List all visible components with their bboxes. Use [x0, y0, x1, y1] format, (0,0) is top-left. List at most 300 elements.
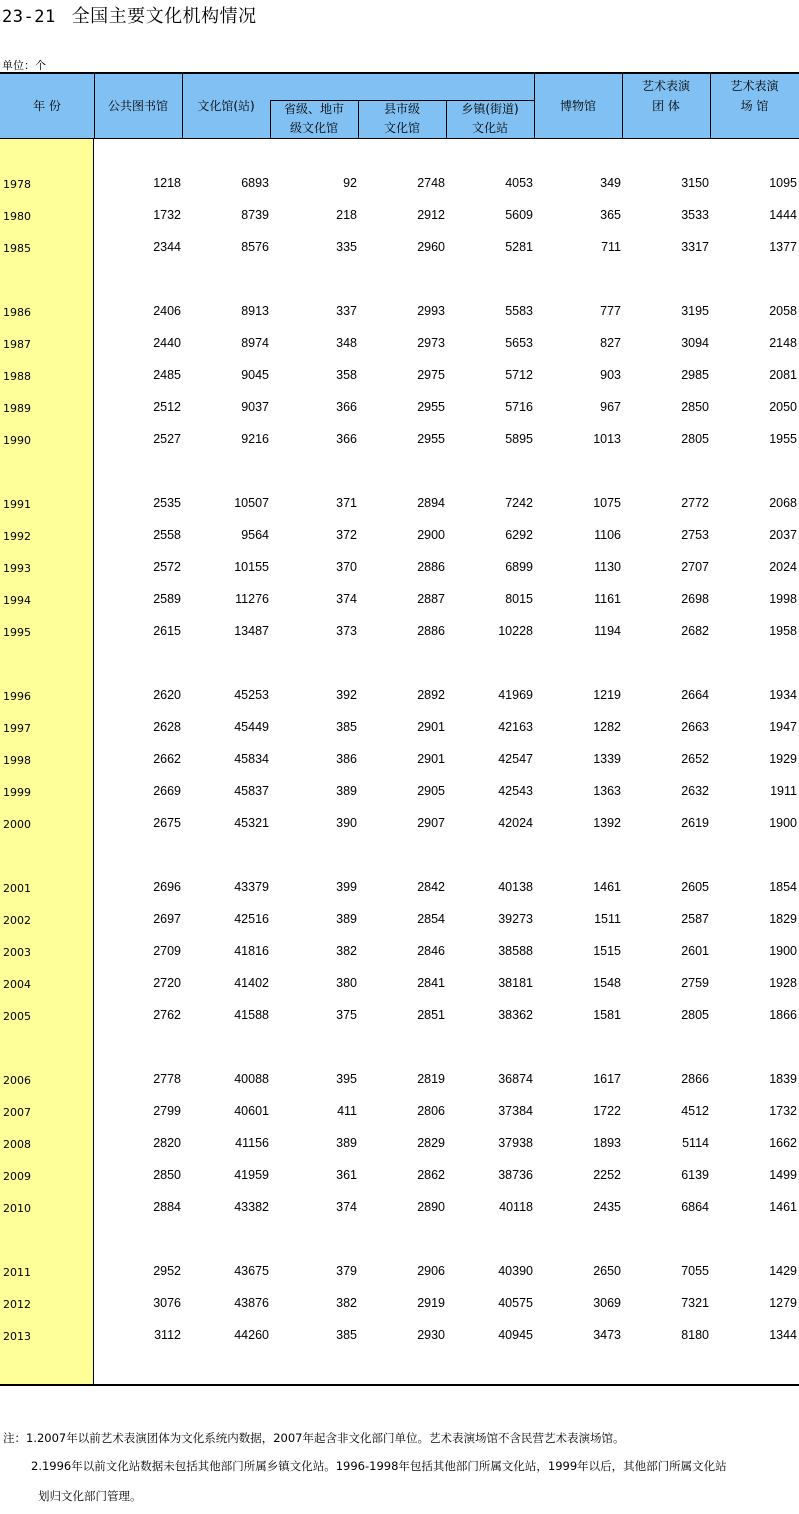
row-value: 348 [336, 336, 357, 350]
row-value: 43379 [234, 880, 269, 894]
row-year: 1991 [3, 498, 31, 511]
table-title: 全国主要文化机构情况 [71, 6, 257, 27]
row-value: 2707 [681, 560, 709, 574]
row-value: 5653 [505, 336, 533, 350]
table-row [0, 336, 799, 354]
row-value: 2886 [417, 624, 445, 638]
row-value: 41969 [498, 688, 533, 702]
row-year: 2001 [3, 882, 31, 895]
row-value: 2720 [153, 976, 181, 990]
row-value: 365 [600, 208, 621, 222]
row-value: 2955 [417, 400, 445, 414]
row-value: 2698 [681, 592, 709, 606]
row-value: 1722 [593, 1104, 621, 1118]
row-value: 2440 [153, 336, 181, 350]
row-value: 39273 [498, 912, 533, 926]
table-row [0, 1008, 799, 1026]
row-value: 1339 [593, 752, 621, 766]
row-value: 7055 [681, 1264, 709, 1278]
row-value: 372 [336, 528, 357, 542]
row-value: 38736 [498, 1168, 533, 1182]
row-value: 2024 [769, 560, 797, 574]
row-value: 370 [336, 560, 357, 574]
header-provincial-line1: 省级、地市 [283, 102, 344, 116]
row-value: 777 [600, 304, 621, 318]
row-value: 903 [600, 368, 621, 382]
row-value: 6893 [241, 176, 269, 190]
row-value: 2907 [417, 816, 445, 830]
row-value: 2930 [417, 1328, 445, 1342]
row-value: 2527 [153, 432, 181, 446]
row-value: 1130 [594, 560, 621, 574]
row-value: 2709 [153, 944, 181, 958]
row-year: 1985 [3, 242, 31, 255]
row-value: 5895 [505, 432, 533, 446]
row-value: 1911 [770, 784, 797, 798]
row-value: 2696 [153, 880, 181, 894]
table-row [0, 528, 799, 546]
table-header [0, 72, 799, 139]
row-year: 1980 [3, 210, 31, 223]
row-value: 41402 [234, 976, 269, 990]
row-value: 2905 [417, 784, 445, 798]
row-value: 2037 [769, 528, 797, 542]
row-value: 2669 [153, 784, 181, 798]
row-value: 45837 [234, 784, 269, 798]
row-value: 2652 [681, 752, 709, 766]
row-value: 2842 [417, 880, 445, 894]
row-value: 3473 [593, 1328, 621, 1342]
row-year: 2012 [3, 1298, 31, 1311]
row-value: 2632 [681, 784, 709, 798]
row-value: 6899 [505, 560, 533, 574]
row-value: 2850 [681, 400, 709, 414]
row-value: 389 [336, 784, 357, 798]
row-value: 8015 [505, 592, 533, 606]
row-value: 11276 [235, 592, 269, 606]
row-year: 2013 [3, 1330, 31, 1343]
row-value: 218 [336, 208, 357, 222]
row-value: 2884 [153, 1200, 181, 1214]
row-value: 2535 [153, 496, 181, 510]
row-value: 386 [336, 752, 357, 766]
row-value: 42547 [498, 752, 533, 766]
table-row [0, 368, 799, 386]
row-year: 2002 [3, 914, 31, 927]
row-value: 42543 [498, 784, 533, 798]
row-value: 385 [336, 1328, 357, 1342]
row-value: 5281 [505, 240, 533, 254]
row-value: 5609 [505, 208, 533, 222]
header-venue-line2: 场 馆 [740, 99, 769, 113]
header-township-line1: 乡镇(街道) [461, 102, 519, 116]
table-row [0, 176, 799, 194]
row-value: 42024 [498, 816, 533, 830]
row-value: 5583 [505, 304, 533, 318]
row-value: 42163 [498, 720, 533, 734]
row-value: 2973 [417, 336, 445, 350]
row-year: 1998 [3, 754, 31, 767]
row-value: 2846 [417, 944, 445, 958]
table-row [0, 304, 799, 322]
row-value: 2887 [417, 592, 445, 606]
table-row [0, 1264, 799, 1282]
row-value: 711 [601, 240, 621, 254]
footnote-2: 2.1996年以前文化站数据未包括其他部门所属乡镇文化站。1996-1998年包括其他部门所属文化站，1999年以后，其他部门所属文化站 [31, 1459, 727, 1473]
row-value: 366 [336, 400, 357, 414]
header-county-line1: 县市级 [383, 102, 420, 116]
row-value: 7321 [681, 1296, 709, 1310]
table-row [0, 400, 799, 418]
row-value: 1581 [593, 1008, 621, 1022]
row-value: 8576 [241, 240, 269, 254]
row-value: 1282 [593, 720, 621, 734]
row-value: 2406 [153, 304, 181, 318]
row-value: 2820 [153, 1136, 181, 1150]
row-value: 2799 [153, 1104, 181, 1118]
row-value: 2772 [681, 496, 709, 510]
table-row [0, 1200, 799, 1218]
row-value: 1839 [769, 1072, 797, 1086]
row-value: 9045 [241, 368, 269, 382]
header-troupe-line1: 艺术表演 [641, 79, 690, 93]
row-value: 1934 [769, 688, 797, 702]
row-value: 389 [336, 912, 357, 926]
row-year: 2010 [3, 1202, 31, 1215]
unit-label: 单位：个 [2, 59, 46, 72]
row-value: 2805 [681, 432, 709, 446]
row-value: 2068 [769, 496, 797, 510]
table-number: 23-21 [2, 7, 56, 27]
row-value: 40088 [234, 1072, 269, 1086]
row-value: 10228 [498, 624, 533, 638]
row-value: 371 [336, 496, 357, 510]
row-value: 43876 [234, 1296, 269, 1310]
row-value: 375 [336, 1008, 357, 1022]
table-row [0, 880, 799, 898]
row-value: 5114 [682, 1136, 709, 1150]
table-row [0, 592, 799, 610]
row-value: 1732 [769, 1104, 797, 1118]
row-value: 1515 [593, 944, 621, 958]
table-row [0, 240, 799, 258]
row-value: 1429 [769, 1264, 797, 1278]
row-value: 1363 [593, 784, 621, 798]
row-value: 1444 [769, 208, 797, 222]
row-value: 1377 [769, 240, 797, 254]
row-value: 40118 [499, 1200, 533, 1214]
header-township-line2: 文化站 [471, 121, 508, 135]
row-value: 1998 [769, 592, 797, 606]
row-value: 3112 [154, 1328, 181, 1342]
row-year: 2006 [3, 1074, 31, 1087]
row-value: 40390 [498, 1264, 533, 1278]
row-value: 1662 [769, 1136, 797, 1150]
table-row [0, 1136, 799, 1154]
table-row [0, 944, 799, 962]
table-row [0, 560, 799, 578]
row-value: 2628 [153, 720, 181, 734]
row-value: 6292 [505, 528, 533, 542]
header-museum: 博物馆 [559, 99, 596, 113]
row-value: 2854 [417, 912, 445, 926]
row-value: 379 [336, 1264, 357, 1278]
row-value: 45449 [234, 720, 269, 734]
row-value: 361 [336, 1168, 357, 1182]
row-value: 37938 [498, 1136, 533, 1150]
row-value: 1548 [593, 976, 621, 990]
header-troupe-line2: 团 体 [652, 99, 680, 113]
row-value: 41816 [234, 944, 269, 958]
row-value: 2975 [417, 368, 445, 382]
table-row [0, 624, 799, 642]
table-row [0, 1072, 799, 1090]
row-value: 40945 [498, 1328, 533, 1342]
row-value: 44260 [234, 1328, 269, 1342]
row-year: 2008 [3, 1138, 31, 1151]
row-value: 1219 [593, 688, 621, 702]
row-value: 2620 [153, 688, 181, 702]
row-value: 1392 [593, 816, 621, 830]
row-value: 2901 [417, 720, 445, 734]
row-year: 1986 [3, 306, 31, 319]
row-value: 1928 [769, 976, 797, 990]
row-value: 4053 [505, 176, 533, 190]
row-value: 385 [336, 720, 357, 734]
row-value: 3094 [681, 336, 709, 350]
row-value: 2675 [153, 816, 181, 830]
row-value: 1511 [594, 912, 621, 926]
footnote-1: 注：1.2007年以前艺术表演团体为文化系统内数据，2007年起含非文化部门单位。艺术表演场馆不含民营艺术表演场馆。 [3, 1431, 625, 1445]
table-row [0, 816, 799, 834]
header-library: 公共图书馆 [107, 99, 168, 113]
row-value: 41959 [234, 1168, 269, 1182]
row-value: 366 [336, 432, 357, 446]
row-value: 2819 [417, 1072, 445, 1086]
row-value: 9216 [241, 432, 269, 446]
row-value: 9037 [241, 400, 269, 414]
row-value: 2829 [417, 1136, 445, 1150]
row-value: 1499 [769, 1168, 797, 1182]
row-value: 1900 [769, 816, 797, 830]
row-value: 2993 [417, 304, 445, 318]
row-year: 2007 [3, 1106, 31, 1119]
row-value: 92 [343, 176, 357, 190]
row-value: 43675 [234, 1264, 269, 1278]
row-value: 2435 [593, 1200, 621, 1214]
row-value: 40601 [234, 1104, 269, 1118]
row-value: 358 [336, 368, 357, 382]
row-value: 337 [336, 304, 357, 318]
row-value: 2748 [417, 176, 445, 190]
row-value: 411 [337, 1104, 357, 1118]
row-value: 2650 [593, 1264, 621, 1278]
row-value: 2985 [681, 368, 709, 382]
row-value: 3150 [681, 176, 709, 190]
row-value: 373 [336, 624, 357, 638]
row-value: 42516 [234, 912, 269, 926]
row-value: 2901 [417, 752, 445, 766]
row-value: 2512 [153, 400, 181, 414]
table-row [0, 1168, 799, 1186]
row-value: 2619 [681, 816, 709, 830]
row-value: 2572 [153, 560, 181, 574]
row-value: 2753 [681, 528, 709, 542]
header-cultural-center: 文化馆(站) [197, 99, 255, 113]
row-value: 1013 [593, 432, 621, 446]
row-value: 382 [336, 944, 357, 958]
row-value: 45253 [234, 688, 269, 702]
row-value: 8974 [241, 336, 269, 350]
row-value: 2866 [681, 1072, 709, 1086]
row-value: 36874 [498, 1072, 533, 1086]
row-value: 1095 [769, 176, 797, 190]
row-value: 8180 [681, 1328, 709, 1342]
row-value: 2081 [769, 368, 797, 382]
row-value: 2886 [417, 560, 445, 574]
row-value: 13487 [234, 624, 269, 638]
row-year: 2005 [3, 1010, 31, 1023]
table-row [0, 720, 799, 738]
row-value: 2890 [417, 1200, 445, 1214]
table-row [0, 688, 799, 706]
table-row [0, 1296, 799, 1314]
row-value: 2841 [417, 976, 445, 990]
row-value: 45834 [234, 752, 269, 766]
row-value: 2900 [417, 528, 445, 542]
row-year: 1995 [3, 626, 31, 639]
row-value: 2778 [153, 1072, 181, 1086]
row-year: 1988 [3, 370, 31, 383]
row-value: 2663 [681, 720, 709, 734]
row-value: 2605 [681, 880, 709, 894]
row-value: 5712 [505, 368, 533, 382]
table-row [0, 1328, 799, 1346]
row-year: 1993 [3, 562, 31, 575]
row-year: 2011 [3, 1266, 31, 1279]
row-year: 1996 [3, 690, 31, 703]
row-value: 7242 [505, 496, 533, 510]
row-value: 1279 [769, 1296, 797, 1310]
row-value: 1461 [593, 880, 621, 894]
row-value: 6864 [681, 1200, 709, 1214]
row-year: 1999 [3, 786, 31, 799]
row-value: 10507 [234, 496, 269, 510]
row-value: 9564 [241, 528, 269, 542]
row-value: 1947 [769, 720, 797, 734]
row-value: 40138 [498, 880, 533, 894]
row-value: 2058 [769, 304, 797, 318]
header-provincial-line2: 级文化馆 [289, 121, 338, 135]
table-row [0, 976, 799, 994]
row-value: 3076 [153, 1296, 181, 1310]
table-row [0, 432, 799, 450]
table-row [0, 752, 799, 770]
row-year: 1994 [3, 594, 31, 607]
row-year: 1992 [3, 530, 31, 543]
row-value: 395 [336, 1072, 357, 1086]
row-value: 1194 [594, 624, 621, 638]
row-year: 2004 [3, 978, 31, 991]
row-value: 2759 [681, 976, 709, 990]
table-row [0, 496, 799, 514]
row-value: 1461 [769, 1200, 797, 1214]
row-value: 389 [336, 1136, 357, 1150]
row-value: 4512 [681, 1104, 709, 1118]
row-value: 2485 [153, 368, 181, 382]
row-value: 10155 [234, 560, 269, 574]
table-row [0, 1104, 799, 1122]
row-value: 2894 [417, 496, 445, 510]
row-value: 40575 [498, 1296, 533, 1310]
row-value: 827 [600, 336, 621, 350]
row-value: 2850 [153, 1168, 181, 1182]
row-value: 8739 [241, 208, 269, 222]
row-value: 2806 [417, 1104, 445, 1118]
row-value: 2862 [417, 1168, 445, 1182]
row-value: 2805 [681, 1008, 709, 1022]
row-value: 374 [336, 1200, 357, 1214]
row-value: 1900 [769, 944, 797, 958]
row-value: 1106 [594, 528, 621, 542]
row-value: 2912 [417, 208, 445, 222]
row-value: 2252 [593, 1168, 621, 1182]
row-value: 392 [336, 688, 357, 702]
row-value: 2955 [417, 432, 445, 446]
row-value: 1218 [153, 176, 181, 190]
row-value: 6139 [681, 1168, 709, 1182]
row-value: 1732 [153, 208, 181, 222]
table-bottom-rule [0, 1384, 799, 1386]
row-value: 37384 [498, 1104, 533, 1118]
row-value: 41588 [234, 1008, 269, 1022]
row-value: 2148 [769, 336, 797, 350]
row-value: 2589 [153, 592, 181, 606]
header-county-line2: 文化馆 [383, 121, 420, 135]
row-value: 380 [336, 976, 357, 990]
row-value: 2697 [153, 912, 181, 926]
row-value: 45321 [234, 816, 269, 830]
table-row [0, 912, 799, 930]
row-value: 2892 [417, 688, 445, 702]
row-value: 2762 [153, 1008, 181, 1022]
row-value: 38181 [498, 976, 533, 990]
row-value: 3195 [681, 304, 709, 318]
row-value: 1344 [769, 1328, 797, 1342]
row-value: 349 [600, 176, 621, 190]
row-value: 5716 [505, 400, 533, 414]
row-value: 335 [336, 240, 357, 254]
row-value: 2664 [681, 688, 709, 702]
row-value: 1893 [593, 1136, 621, 1150]
row-value: 1929 [769, 752, 797, 766]
row-value: 1854 [769, 880, 797, 894]
row-year: 2000 [3, 818, 31, 831]
row-value: 2050 [769, 400, 797, 414]
row-value: 1829 [769, 912, 797, 926]
row-value: 382 [336, 1296, 357, 1310]
row-year: 1989 [3, 402, 31, 415]
row-year: 1987 [3, 338, 31, 351]
row-value: 2682 [681, 624, 709, 638]
header-year: 年 份 [33, 99, 61, 113]
row-value: 2662 [153, 752, 181, 766]
row-value: 2960 [417, 240, 445, 254]
row-value: 2344 [153, 240, 181, 254]
row-year: 2009 [3, 1170, 31, 1183]
row-value: 2919 [417, 1296, 445, 1310]
row-value: 2558 [153, 528, 181, 542]
